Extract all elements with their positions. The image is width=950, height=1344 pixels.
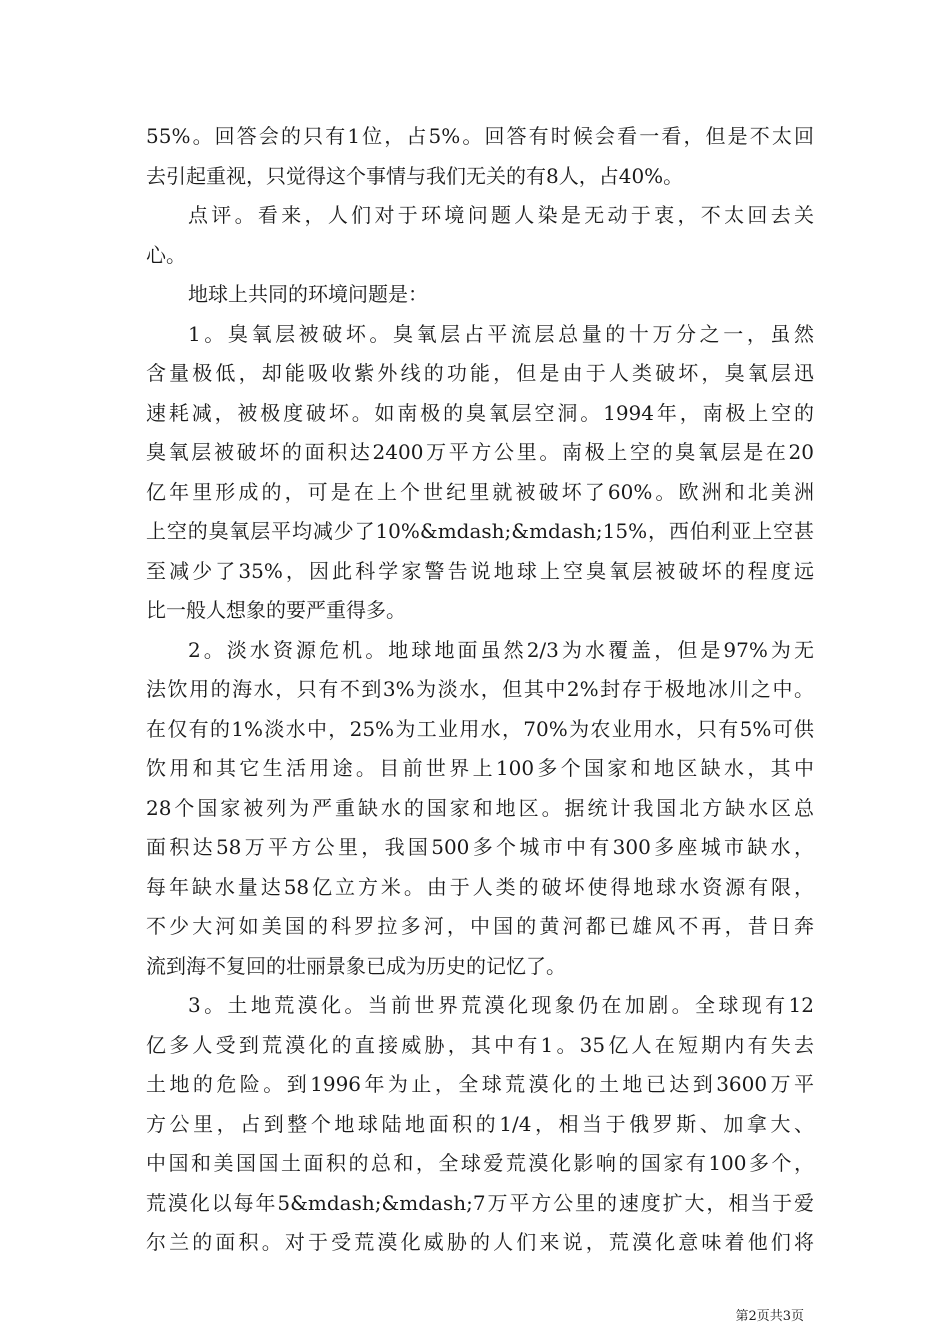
text-line: 饮用和其它生活用途。目前世界上100多个国家和地区缺水，其中 <box>146 756 814 780</box>
text-line: 尔兰的面积。对于受荒漠化威胁的人们来说，荒漠化意味着他们将 <box>146 1230 814 1254</box>
text-line: 点评。看来，人们对于环境问题人染是无动于衷，不太回去关 <box>188 203 814 227</box>
text-line: 不少大河如美国的科罗拉多河，中国的黄河都已雄风不再，昔日奔 <box>146 914 814 938</box>
text-line: 上空的臭氧层平均减少了10%&mdash;&mdash;15%，西伯利亚上空甚 <box>146 519 814 543</box>
text-line: 至减少了35%，因此科学家警告说地球上空臭氧层被破坏的程度远 <box>146 558 814 583</box>
text-line: 中国和美国国土面积的总和，全球爱荒漠化影响的国家有100多个， <box>146 1151 814 1175</box>
text-line: 心。 <box>146 242 186 267</box>
text-line: 2。淡水资源危机。地球地面虽然2/3为水覆盖，但是97%为无 <box>188 637 814 662</box>
text-line: 去引起重视，只觉得这个事情与我们无关的有8人，占40%。 <box>146 163 684 188</box>
text-line: 比一般人想象的要严重得多。 <box>146 598 406 622</box>
text-line: 地球上共同的环境问题是： <box>188 282 428 306</box>
document-body <box>146 117 814 1263</box>
text-line: 在仅有的1%淡水中，25%为工业用水，70%为农业用水，只有5%可供 <box>146 716 814 741</box>
text-line: 荒漠化以每年5&mdash;&mdash;7万平方公里的速度扩大，相当于爱 <box>146 1190 814 1215</box>
text-line: 面积达58万平方公里，我国500多个城市中有300多座城市缺水， <box>146 835 814 859</box>
text-line: 亿年里形成的，可是在上个世纪里就被破坏了60%。欧洲和北美洲 <box>146 479 814 504</box>
text-line: 流到海不复回的壮丽景象已成为历史的记忆了。 <box>146 953 566 978</box>
text-line: 1。臭氧层被破坏。臭氧层占平流层总量的十万分之一，虽然 <box>188 321 814 346</box>
text-line: 臭氧层被破坏的面积达2400万平方公里。南极上空的臭氧层是在20 <box>146 440 814 464</box>
text-line: 28个国家被列为严重缺水的国家和地区。据统计我国北方缺水区总 <box>146 795 814 820</box>
text-line: 土地的危险。到1996年为止，全球荒漠化的土地已达到3600万平 <box>146 1072 814 1096</box>
text-line: 法饮用的海水，只有不到3%为淡水，但其中2%封存于极地冰川之中。 <box>146 677 814 701</box>
text-line: 速耗减，被极度破坏。如南极的臭氧层空洞。1994年，南极上空的 <box>146 400 814 425</box>
text-line: 55%。回答会的只有1位，占5%。回答有时候会看一看，但是不太回 <box>146 124 814 148</box>
text-line: 含量极低，却能吸收紫外线的功能，但是由于人类破坏，臭氧层迅 <box>146 361 814 385</box>
text-line: 3。土地荒漠化。当前世界荒漠化现象仍在加剧。全球现有12 <box>188 993 814 1017</box>
text-line: 亿多人受到荒漠化的直接威胁，其中有1。35亿人在短期内有失去 <box>146 1032 814 1057</box>
page-number: 第2页共3页 <box>735 1309 804 1324</box>
text-line: 方公里，占到整个地球陆地面积的1/4，相当于俄罗斯、加拿大、 <box>146 1111 814 1136</box>
text-line: 每年缺水量达58亿立方米。由于人类的破坏使得地球水资源有限， <box>146 874 814 899</box>
